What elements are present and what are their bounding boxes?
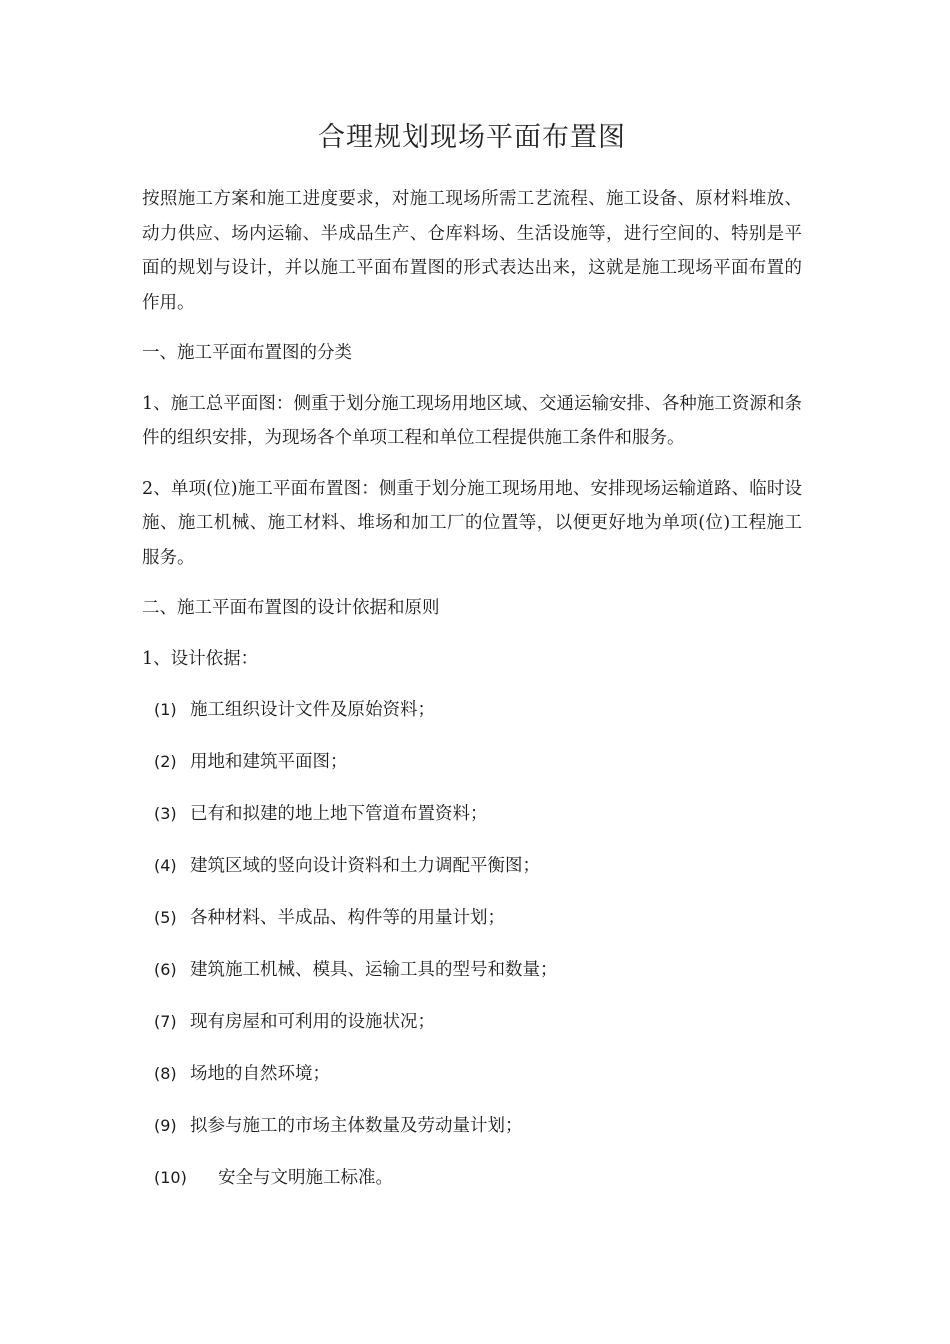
list-item-number: (5) [154,908,177,927]
list-item [142,797,802,832]
list-item-text: 用地和建筑平面图； [190,752,348,772]
list-item-number: (6) [154,960,177,979]
list-item [142,1161,802,1196]
list-item [142,849,802,884]
list-item [142,693,802,728]
list-item-number: (9) [154,1116,177,1135]
list-item-text: 安全与文明施工标准。 [218,1168,393,1188]
paragraph-general-plan: 1、施工总平面图：侧重于划分施工现场用地区域、交通运输安排、各种施工资源和条件的组织安排，为现场各个单项工程和单位工程提供施工条件和服务。 [142,393,802,448]
list-item-text: 拟参与施工的市场主体数量及劳动量计划； [190,1116,523,1136]
list-item-text: 施工组织设计文件及原始资料； [190,700,435,720]
list-item-text: 现有房屋和可利用的设施状况； [190,1012,435,1032]
list-item [142,1109,802,1144]
list-item-number: (7) [154,1012,177,1031]
list-item-number: (4) [154,856,177,875]
list-item [142,745,802,780]
list-item [142,1005,802,1040]
list-item-number: (3) [154,804,177,823]
list-item [142,1057,802,1092]
list-item-text: 建筑施工机械、模具、运输工具的型号和数量； [190,960,558,980]
section-heading-classification: 一、施工平面布置图的分类 [142,343,352,363]
list-item-text: 已有和拟建的地上地下管道布置资料； [190,804,488,824]
list-item-number: (8) [154,1064,177,1083]
list-item [142,953,802,988]
intro-paragraph: 按照施工方案和施工进度要求，对施工现场所需工艺流程、施工设备、原材料堆放、动力供应、场内运输、半成品生产、仓库料场、生活设施等，进行空间的、特别是平面的规划与设计，并以施工平面布置图的形式表达出来，这就是施工现场平面布置的作用。 [142,189,802,313]
list-item-number: (10) [154,1168,187,1187]
section-heading-design-basis: 二、施工平面布置图的设计依据和原则 [142,598,440,618]
design-basis-list [142,693,802,1196]
list-item-number: (1) [154,700,177,719]
list-item-text: 各种材料、半成品、构件等的用量计划； [190,908,505,928]
paragraph-unit-plan: 2、单项(位)施工平面布置图：侧重于划分施工现场用地、安排现场运输道路、临时设施、施工机械、施工材料、堆场和加工厂的位置等，以便更好地为单项(位)工程施工服务。 [142,478,802,568]
subheading-design-basis: 1、设计依据： [142,648,259,669]
list-item-text: 场地的自然环境； [190,1064,330,1084]
document-title: 合理规划现场平面布置图 [318,122,626,153]
list-item [142,901,802,936]
list-item-text: 建筑区域的竖向设计资料和土力调配平衡图； [190,856,540,876]
list-item-number: (2) [154,752,177,771]
